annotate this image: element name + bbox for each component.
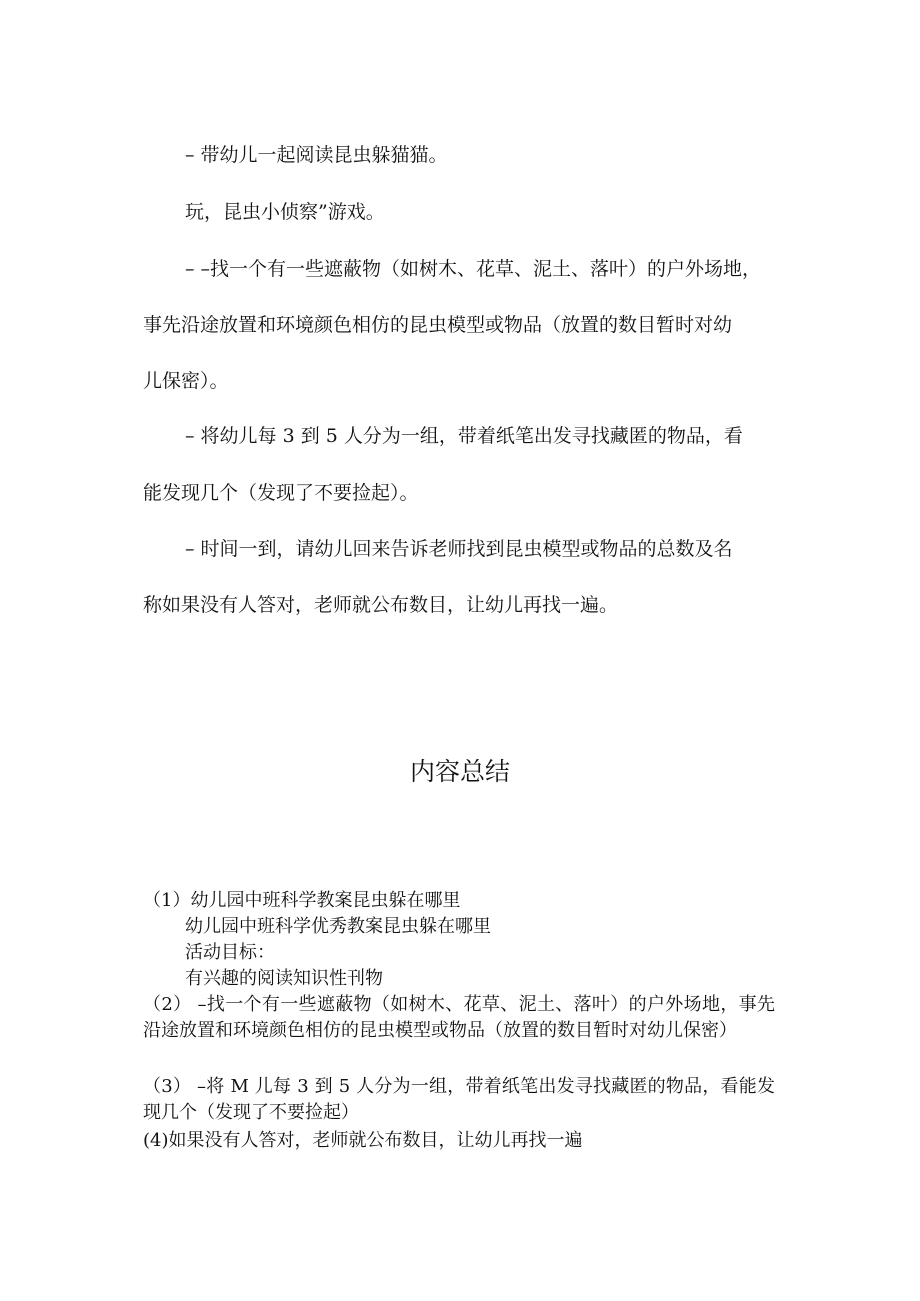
summary-item-1: （1）幼儿园中班科学教案昆虫躲在哪里 <box>143 890 461 911</box>
body-paragraph-3-line-1: – –找一个有一些遮蔽物（如树木、花草、泥土、落叶）的户外场地， <box>185 258 762 280</box>
body-paragraph-3-line-2: 事先沿途放置和环境颜色相仿的昆虫模型或物品（放置的数目暂时对幼 <box>143 314 733 336</box>
summary-item-4: (4)如果没有人答对，老师就公布数目，让幼儿再找一遍 <box>143 1130 583 1151</box>
summary-item-1-goal: 有兴趣的阅读知识性刊物 <box>185 968 383 989</box>
body-paragraph-2: 玩，昆虫小侦察”游戏。 <box>185 201 385 223</box>
summary-item-2: （2） –找一个有一些遮蔽物（如树木、花草、泥土、落叶）的户外场地，事先沿途放置和环境颜色相仿的昆虫模型或物品（放置的数目暂时对幼儿保密） <box>143 994 775 1041</box>
body-paragraph-1: – 带幼儿一起阅读昆虫躲猫猫。 <box>185 144 448 166</box>
summary-heading: 内容总结 <box>409 757 510 786</box>
summary-item-1-subtitle: 幼儿园中班科学优秀教案昆虫躲在哪里 <box>185 916 491 937</box>
body-paragraph-4-line-1: – 将幼儿每 3 到 5 人分为一组，带着纸笔出发寻找藏匿的物品，看 <box>185 425 743 447</box>
summary-item-3: （3） –将 M 儿每 3 到 5 人分为一组，带着纸笔出发寻找藏匿的物品，看能发现几个（发现了不要捡起） <box>143 1076 775 1123</box>
body-paragraph-3-line-3: 儿保密）。 <box>143 370 229 392</box>
body-paragraph-5-line-1: – 时间一到，请幼儿回来告诉老师找到昆虫模型或物品的总数及名 <box>185 538 733 560</box>
body-paragraph-4-line-2: 能发现几个（发现了不要捡起）。 <box>143 482 419 504</box>
body-paragraph-5-line-2: 称如果没有人答对，老师就公布数目，让幼儿再找一遍。 <box>143 594 619 616</box>
summary-item-1-goal-label: 活动目标： <box>185 942 275 963</box>
